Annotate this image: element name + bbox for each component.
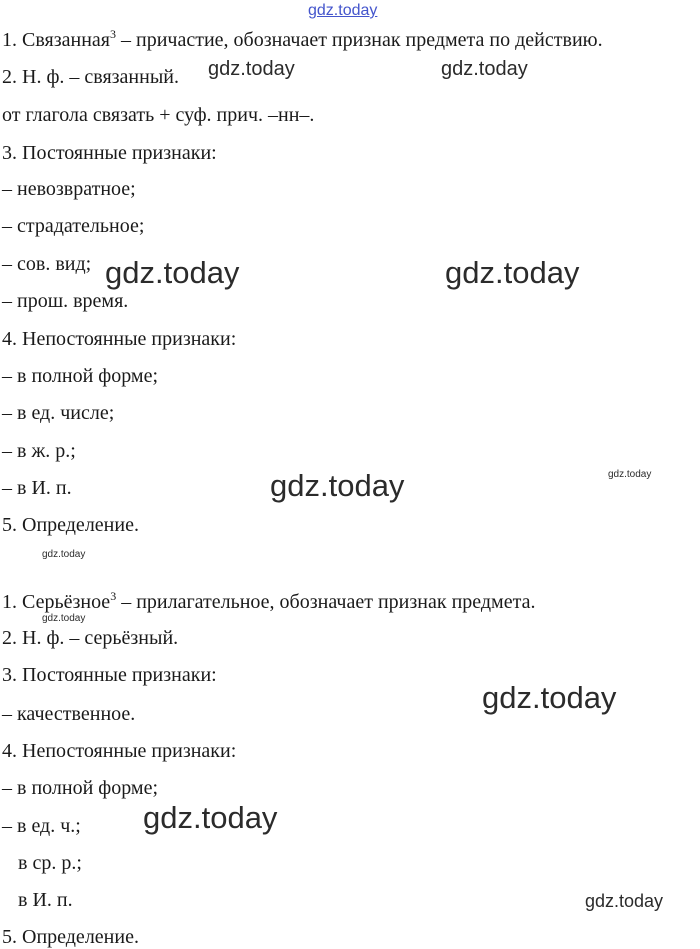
b1-line-6: – страдательное; <box>2 215 145 237</box>
watermark: gdz.today <box>105 255 240 290</box>
footnote-marker: 3 <box>109 27 116 41</box>
b2-line-5: 4. Непостоянные признаки: <box>2 740 237 762</box>
b1-line-1 <box>2 28 603 52</box>
b2-line-10: 5. Определение. <box>2 926 139 948</box>
b2-line-1-end: – прилагательное, обозначает признак предмета. <box>116 591 536 613</box>
b2-line-4: – качественное. <box>2 703 136 725</box>
b1-line-10: – в полной форме; <box>2 365 159 387</box>
watermark: gdz.today <box>270 468 405 503</box>
watermark: gdz.today <box>585 891 664 911</box>
watermark: gdz.today <box>441 58 528 80</box>
b1-line-14: 5. Определение. <box>2 514 139 536</box>
b2-line-9: в И. п. <box>18 889 73 911</box>
b1-line-2: 2. Н. ф. – связанный. <box>2 66 179 88</box>
footnote-marker: 3 <box>110 589 117 603</box>
b2-line-7: – в ед. ч.; <box>2 815 81 837</box>
b1-line-13: – в И. п. <box>2 477 72 499</box>
watermark: gdz.today <box>482 680 617 715</box>
b1-line-11: – в ед. числе; <box>2 402 115 424</box>
b2-line-1 <box>2 590 535 614</box>
b2-line-8: в ср. р.; <box>18 852 82 874</box>
b1-line-5: – невозвратное; <box>2 178 136 200</box>
b2-line-1-start: 1. Серьёзное <box>2 591 111 613</box>
b1-line-1-end: – причастие, обозначает признак предмета по действию. <box>115 29 603 51</box>
watermark: gdz.today <box>42 549 86 560</box>
b1-line-3: от глагола связать + суф. прич. –нн–. <box>2 104 315 126</box>
b2-line-2: 2. Н. ф. – серьёзный. <box>2 627 179 649</box>
watermark: gdz.today <box>608 469 652 480</box>
b1-line-9: 4. Непостоянные признаки: <box>2 328 237 350</box>
watermark: gdz.today <box>143 800 278 835</box>
watermark: gdz.today <box>445 255 580 290</box>
watermark-top-link[interactable]: gdz.today <box>308 2 378 19</box>
b1-line-8: – прош. время. <box>2 290 129 312</box>
b2-line-6: – в полной форме; <box>2 777 159 799</box>
b2-line-3: 3. Постоянные признаки: <box>2 664 217 686</box>
b1-line-12: – в ж. р.; <box>2 440 76 462</box>
watermark: gdz.today <box>208 58 295 80</box>
b1-line-4: 3. Постоянные признаки: <box>2 142 217 164</box>
b1-line-1-start: 1. Связанная <box>2 29 110 51</box>
b1-line-7: – сов. вид; <box>2 253 92 275</box>
watermark: gdz.today <box>42 613 86 624</box>
